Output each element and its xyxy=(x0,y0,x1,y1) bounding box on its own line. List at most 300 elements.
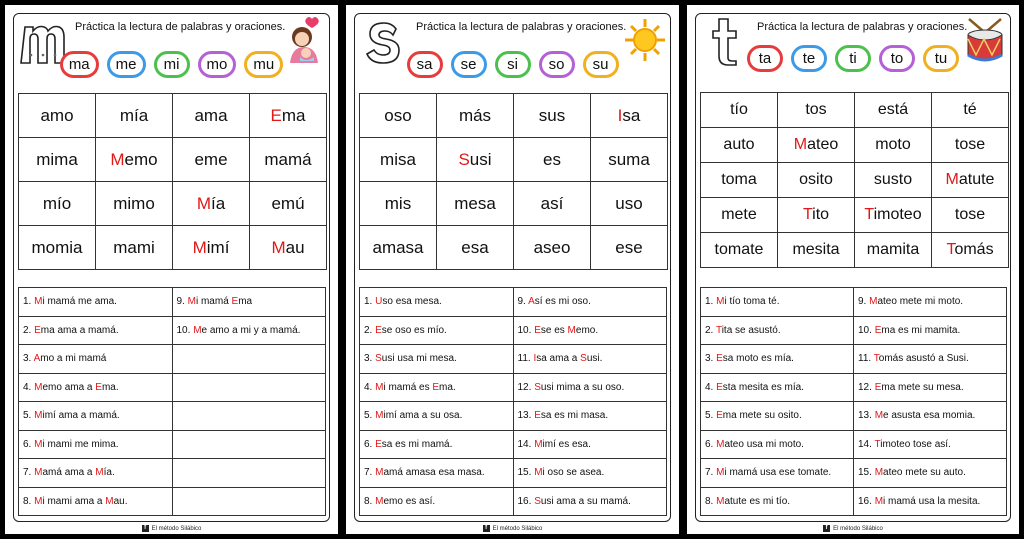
sentence-cell xyxy=(513,459,667,488)
word-cell xyxy=(360,182,437,226)
syllable: se xyxy=(451,51,487,78)
word-cell xyxy=(591,94,668,138)
text: 10. xyxy=(858,324,875,336)
syllable: to xyxy=(879,45,915,72)
text: mamá xyxy=(264,149,312,169)
syllable: te xyxy=(791,45,827,72)
syllable-row xyxy=(346,51,679,78)
text: omás xyxy=(954,241,994,258)
text: momia xyxy=(31,237,83,257)
text: se es xyxy=(540,324,568,336)
text: 4. xyxy=(705,381,717,393)
highlight-letter: M xyxy=(945,171,959,188)
text: i mamá usa la mesita. xyxy=(883,495,981,507)
highlight-letter: E xyxy=(534,324,541,336)
word-cell xyxy=(932,128,1009,163)
footer: f El método Silábico xyxy=(346,523,679,534)
sentence-row xyxy=(701,345,1007,374)
text: ama xyxy=(194,105,228,125)
word-cell xyxy=(96,94,173,138)
word-cell xyxy=(855,128,932,163)
text: sí es mi oso. xyxy=(534,296,591,308)
text: 5. xyxy=(705,410,717,422)
highlight-letter: M xyxy=(375,467,384,479)
text: i oso se asea. xyxy=(542,467,605,479)
highlight-letter: A xyxy=(33,353,41,365)
word-cell xyxy=(591,182,668,226)
sentence-row xyxy=(19,316,326,345)
sentence-row xyxy=(701,402,1007,431)
highlight-letter: A xyxy=(528,296,535,308)
text: tomate xyxy=(714,241,764,258)
text: toma xyxy=(721,171,757,188)
text: mis xyxy=(384,193,412,213)
text: emo. xyxy=(575,324,599,336)
word-grid xyxy=(18,93,327,270)
word-cell xyxy=(855,233,932,268)
word-cell xyxy=(701,233,778,268)
highlight-letter: M xyxy=(375,410,384,422)
text: ateo usa mi moto. xyxy=(724,438,804,450)
text: 14. xyxy=(517,438,535,450)
text: tío xyxy=(730,101,748,118)
sentence-cell xyxy=(854,345,1007,374)
sentence-cell xyxy=(172,459,326,488)
highlight-letter: U xyxy=(375,296,383,308)
word-row xyxy=(19,226,327,270)
text: ma. xyxy=(439,381,456,393)
highlight-letter: M xyxy=(105,495,114,507)
sentence-cell xyxy=(172,316,326,345)
highlight-letter: S xyxy=(534,495,541,507)
highlight-letter: M xyxy=(187,296,196,308)
text: 15. xyxy=(858,467,875,479)
syllable: si xyxy=(495,51,531,78)
word-cell xyxy=(250,182,327,226)
syllable: mi xyxy=(154,51,190,78)
word-row xyxy=(701,93,1009,128)
highlight-letter: M xyxy=(534,438,543,450)
highlight-letter: M xyxy=(110,149,125,169)
word-cell xyxy=(437,226,514,270)
highlight-letter: E xyxy=(716,353,723,365)
text: sa moto es mía. xyxy=(722,353,794,365)
word-cell xyxy=(173,138,250,182)
sentence-row xyxy=(19,288,326,317)
sentence-cell xyxy=(701,402,854,431)
text: 14. xyxy=(858,438,875,450)
highlight-letter: M xyxy=(793,136,808,153)
highlight-letter: E xyxy=(432,381,440,393)
word-row xyxy=(701,233,1009,268)
text: 4. xyxy=(23,381,35,393)
text: 9. xyxy=(858,296,870,308)
highlight-letter: T xyxy=(946,241,955,258)
syllable: so xyxy=(539,51,575,78)
highlight-letter: E xyxy=(231,296,239,308)
word-cell xyxy=(855,93,932,128)
text: i mamá xyxy=(195,296,232,308)
sentence-row xyxy=(360,316,667,345)
worksheet-s xyxy=(346,5,679,534)
text: omás asustó a Susi. xyxy=(878,353,969,365)
word-row xyxy=(19,138,327,182)
text: au. xyxy=(113,495,128,507)
syllable: me xyxy=(107,51,146,78)
text: ateo mete su auto. xyxy=(883,467,966,479)
highlight-letter: E xyxy=(874,324,882,336)
word-cell xyxy=(173,226,250,270)
sentence-cell xyxy=(360,487,514,516)
text: ateo mete mi moto. xyxy=(877,296,964,308)
footer: f El método Silábico xyxy=(687,523,1019,534)
text: 15. xyxy=(517,467,535,479)
sentence-row xyxy=(360,373,667,402)
text: emo ama a xyxy=(42,381,96,393)
text: tos xyxy=(805,101,827,118)
sentence-cell xyxy=(360,430,514,459)
highlight-letter: I xyxy=(617,105,623,125)
text: tose xyxy=(954,136,986,153)
sentence-cell xyxy=(360,402,514,431)
text: 11. xyxy=(517,353,534,365)
word-cell xyxy=(932,233,1009,268)
sentence-table xyxy=(359,287,667,516)
word-cell xyxy=(173,182,250,226)
text: usi usa mi mesa. xyxy=(381,353,457,365)
text: usi mima a su oso. xyxy=(540,381,625,393)
sentence-cell xyxy=(513,345,667,374)
sentence-cell xyxy=(701,459,854,488)
text: esa xyxy=(461,237,489,257)
syllable: sa xyxy=(407,51,443,78)
word-cell xyxy=(701,128,778,163)
highlight-letter: M xyxy=(716,495,725,507)
word-cell xyxy=(360,94,437,138)
text: 9. xyxy=(517,296,529,308)
sentence-cell xyxy=(513,288,667,317)
text: atute es mi tío. xyxy=(724,495,791,507)
word-cell xyxy=(96,138,173,182)
text: 8. xyxy=(23,495,35,507)
word-row xyxy=(360,138,668,182)
sentence-cell xyxy=(701,487,854,516)
text: e asusta esa momia. xyxy=(883,410,976,422)
highlight-letter: M xyxy=(192,237,207,257)
word-cell xyxy=(96,226,173,270)
text: amo xyxy=(40,105,74,125)
highlight-letter: I xyxy=(533,353,537,365)
text: 2. xyxy=(705,324,716,336)
sheet-title: Práctica la lectura de palabras y oraciones. xyxy=(416,21,627,33)
text: imoteo xyxy=(873,206,922,223)
highlight-letter: M xyxy=(271,237,286,257)
word-cell xyxy=(591,226,668,270)
text: 6. xyxy=(364,438,376,450)
text: 1. xyxy=(705,296,717,308)
text: ito xyxy=(812,206,830,223)
sentence-cell xyxy=(854,402,1007,431)
text: i mamá es xyxy=(383,381,433,393)
word-cell xyxy=(778,198,855,233)
sentence-cell xyxy=(513,373,667,402)
text: 7. xyxy=(705,467,717,479)
text: au xyxy=(285,237,305,257)
text: suma xyxy=(608,149,650,169)
highlight-letter: S xyxy=(458,149,470,169)
highlight-letter: S xyxy=(534,381,541,393)
text: mamita xyxy=(866,241,920,258)
word-cell xyxy=(932,93,1009,128)
word-row xyxy=(360,94,668,138)
text: atute xyxy=(958,171,995,188)
sentence-row xyxy=(19,459,326,488)
text: 8. xyxy=(705,495,717,507)
text: 9. xyxy=(176,296,188,308)
text: 3. xyxy=(705,353,717,365)
sentence-cell xyxy=(19,459,173,488)
highlight-letter: E xyxy=(874,381,882,393)
sentence-row xyxy=(701,316,1007,345)
text: e amo a mi y a mamá. xyxy=(201,324,301,336)
word-cell xyxy=(778,233,855,268)
text: ateo xyxy=(807,136,839,153)
highlight-letter: M xyxy=(716,296,725,308)
text: mima xyxy=(36,149,78,169)
text: sta mesita es mía. xyxy=(722,381,804,393)
sentence-row xyxy=(701,373,1007,402)
highlight-letter: M xyxy=(34,381,43,393)
word-grid xyxy=(359,93,668,270)
text: ma. xyxy=(101,381,119,393)
text: 8. xyxy=(364,495,376,507)
syllable: tu xyxy=(923,45,959,72)
sentence-row xyxy=(19,487,326,516)
sentence-row xyxy=(360,430,667,459)
text: oso xyxy=(384,105,412,125)
sentence-row xyxy=(701,430,1007,459)
highlight-letter: M xyxy=(34,495,43,507)
highlight-letter: M xyxy=(34,410,43,422)
highlight-letter: M xyxy=(193,324,202,336)
text: uso xyxy=(615,193,643,213)
text: 10. xyxy=(517,324,535,336)
text: mío xyxy=(42,193,72,213)
text: 5. xyxy=(364,410,376,422)
sentence-cell xyxy=(701,288,854,317)
text: ma xyxy=(238,296,253,308)
highlight-letter: M xyxy=(874,467,884,479)
text: se oso es mío. xyxy=(381,324,447,336)
word-cell xyxy=(19,94,96,138)
sentence-cell xyxy=(19,288,173,317)
text: osito xyxy=(799,171,833,188)
highlight-letter: M xyxy=(716,467,725,479)
text: más xyxy=(458,105,492,125)
highlight-letter: E xyxy=(95,381,102,393)
highlight-letter: M xyxy=(95,467,104,479)
word-cell xyxy=(437,138,514,182)
text: ía. xyxy=(103,467,115,479)
text: 12. xyxy=(858,381,875,393)
text: imí xyxy=(206,237,230,257)
word-cell xyxy=(778,93,855,128)
text: amá ama a xyxy=(42,467,96,479)
sentence-cell xyxy=(19,373,173,402)
text: aseo xyxy=(533,237,571,257)
word-cell xyxy=(855,163,932,198)
syllable: mu xyxy=(244,51,283,78)
text: usi. xyxy=(586,353,603,365)
sentence-row xyxy=(360,402,667,431)
worksheet-m xyxy=(5,5,338,534)
sentence-cell xyxy=(19,402,173,431)
highlight-letter: M xyxy=(375,381,384,393)
word-cell xyxy=(932,198,1009,233)
sentence-cell xyxy=(513,430,667,459)
sentence-row xyxy=(360,459,667,488)
text: 11. xyxy=(858,353,874,365)
text: 16. xyxy=(517,495,535,507)
sentence-cell xyxy=(360,345,514,374)
text: i mami me mima. xyxy=(42,438,119,450)
sentence-cell xyxy=(172,288,326,317)
text: 10. xyxy=(176,324,194,336)
text: emú xyxy=(271,193,305,213)
worksheet-t xyxy=(687,5,1019,534)
word-cell xyxy=(701,93,778,128)
text: ese xyxy=(615,237,643,257)
text: i tío toma té. xyxy=(724,296,780,308)
text: 6. xyxy=(705,438,717,450)
highlight-letter: E xyxy=(716,381,723,393)
sentence-cell xyxy=(854,288,1007,317)
syllable: mo xyxy=(198,51,237,78)
word-cell xyxy=(437,182,514,226)
footer: f El método Silábico xyxy=(5,523,338,534)
sentence-row xyxy=(19,345,326,374)
sentence-cell xyxy=(701,430,854,459)
word-row xyxy=(701,198,1009,233)
text: i mamá me ama. xyxy=(42,296,117,308)
text: 7. xyxy=(23,467,35,479)
sentence-cell xyxy=(19,430,173,459)
highlight-letter: E xyxy=(375,438,382,450)
sentence-cell xyxy=(19,345,173,374)
text: sa es mi masa. xyxy=(540,410,609,422)
text: usi ama a su mamá. xyxy=(540,495,631,507)
word-grid xyxy=(700,92,1009,268)
text: moto xyxy=(875,136,911,153)
text: 7. xyxy=(364,467,376,479)
highlight-letter: M xyxy=(874,410,884,422)
text: 1. xyxy=(364,296,376,308)
text: 2. xyxy=(23,324,35,336)
sentence-cell xyxy=(701,316,854,345)
syllable: ta xyxy=(747,45,783,72)
text: auto xyxy=(723,136,755,153)
word-cell xyxy=(173,94,250,138)
text: amá amasa esa masa. xyxy=(383,467,485,479)
text: 3. xyxy=(23,353,34,365)
word-cell xyxy=(19,226,96,270)
text: 6. xyxy=(23,438,35,450)
highlight-letter: S xyxy=(580,353,587,365)
word-cell xyxy=(591,138,668,182)
text: ma ama a mamá. xyxy=(40,324,119,336)
text: imí ama a su osa. xyxy=(383,410,463,422)
word-cell xyxy=(855,198,932,233)
text: eme xyxy=(194,149,228,169)
highlight-letter: T xyxy=(864,206,874,223)
word-row xyxy=(19,182,327,226)
word-row xyxy=(701,163,1009,198)
text: mimo xyxy=(113,193,155,213)
text: 16. xyxy=(858,495,875,507)
text: mía xyxy=(119,105,149,125)
word-row xyxy=(701,128,1009,163)
sentence-cell xyxy=(513,316,667,345)
text: así xyxy=(540,193,564,213)
highlight-letter: T xyxy=(802,206,813,223)
word-cell xyxy=(250,138,327,182)
text: está xyxy=(877,101,909,118)
highlight-letter: M xyxy=(874,495,884,507)
facebook-icon: f xyxy=(483,525,490,532)
text: mami xyxy=(113,237,155,257)
text: 12. xyxy=(517,381,535,393)
text: mesita xyxy=(792,241,840,258)
sentence-cell xyxy=(701,345,854,374)
facebook-icon: f xyxy=(823,525,830,532)
sentence-cell xyxy=(19,316,173,345)
word-cell xyxy=(250,94,327,138)
sentence-cell xyxy=(854,316,1007,345)
sentence-cell xyxy=(854,430,1007,459)
sentence-cell xyxy=(513,487,667,516)
highlight-letter: T xyxy=(874,438,881,450)
word-cell xyxy=(701,198,778,233)
text: emo es así. xyxy=(383,495,436,507)
text: usi xyxy=(469,149,492,169)
word-cell xyxy=(701,163,778,198)
sentence-row xyxy=(701,288,1007,317)
sentence-row xyxy=(19,430,326,459)
syllable: ma xyxy=(60,51,99,78)
sentence-cell xyxy=(172,345,326,374)
word-cell xyxy=(437,94,514,138)
sentence-cell xyxy=(360,316,514,345)
sentence-cell xyxy=(360,373,514,402)
highlight-letter: M xyxy=(196,193,211,213)
text: i mami ama a xyxy=(42,495,106,507)
word-cell xyxy=(514,182,591,226)
text: 4. xyxy=(364,381,376,393)
sheet-title: Práctica la lectura de palabras y oraciones. xyxy=(75,21,286,33)
text: sa xyxy=(622,105,641,125)
word-row xyxy=(360,182,668,226)
word-cell xyxy=(514,226,591,270)
text: sa es mi mamá. xyxy=(381,438,453,450)
text: ma es mi mamita. xyxy=(881,324,961,336)
highlight-letter: E xyxy=(375,324,382,336)
sentence-table xyxy=(700,287,1007,516)
sentence-row xyxy=(360,345,667,374)
text: 13. xyxy=(858,410,875,422)
text: imoteo tose así. xyxy=(880,438,951,450)
sentence-cell xyxy=(854,459,1007,488)
sentence-cell xyxy=(513,402,667,431)
